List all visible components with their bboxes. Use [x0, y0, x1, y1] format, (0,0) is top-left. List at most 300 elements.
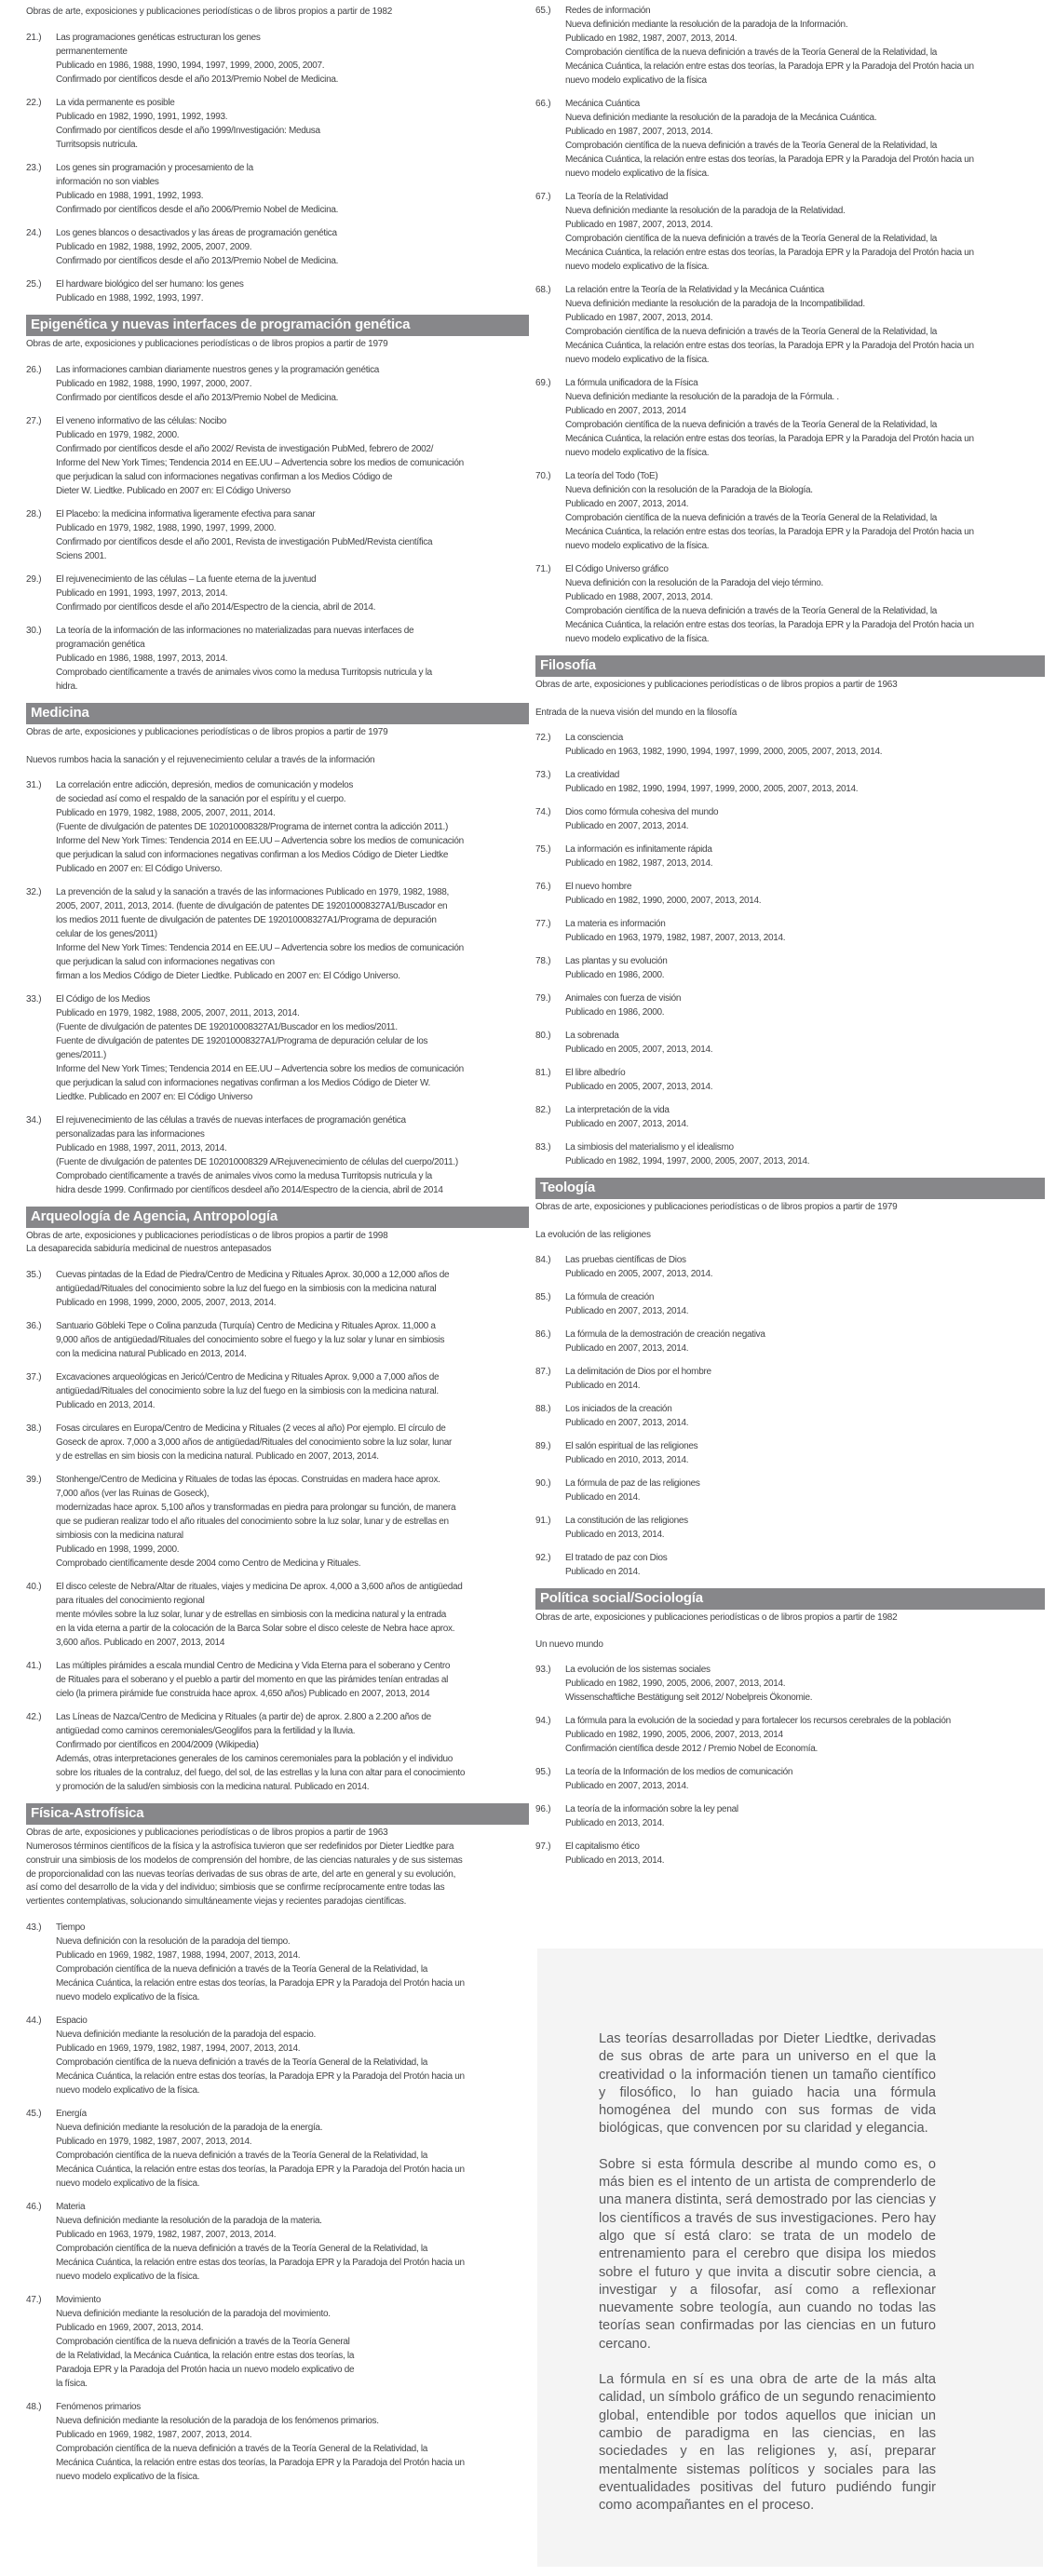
list-item — [535, 1253, 1045, 1281]
list-item-line: El capitalismo ético — [565, 1841, 640, 1853]
list-item-line: Publicado en 1987, 2007, 2013, 2014. — [565, 127, 713, 137]
list-item-line: Los genes sin programación y procesamiento de la — [56, 163, 253, 173]
section-subtitle-line: Obras de arte, exposiciones y publicaciones periodísticas o de libros propios a partir de 1998 — [26, 1230, 388, 1241]
section-gap — [535, 1242, 1045, 1253]
list-item-number: 36.) — [26, 1321, 42, 1332]
list-item-lines — [565, 469, 1045, 553]
list-item — [535, 1714, 1045, 1756]
list-item-line: Comprobación científica de la nueva definición a través de la Teoría General de la Relatividad, la — [565, 420, 938, 430]
list-item-line: Publicado en 2007, 2013, 2014. — [565, 820, 689, 831]
list-item-line: celular de los genes/2011) — [56, 928, 157, 939]
list-item-number: 46.) — [26, 2201, 42, 2212]
list-item-number: 71.) — [535, 564, 551, 574]
list-item-line: Mecánica Cuántica, la relación entre estas dos teorías, la Paradoja EPR y la Paradoja del Protón hacia un — [565, 341, 974, 351]
section-subtitle-line: Obras de arte, exposiciones y publicaciones periodísticas o de libros propios a partir de 1963 — [535, 680, 898, 690]
list-item-number: 65.) — [535, 6, 551, 16]
section-subtitle-line: así como del desarrollo de la vida y del individuo; simbiosis que se confirme recíprocamente entre todas las — [26, 1882, 445, 1894]
list-item-line: que perjudican la salud con informaciones negativas confirman a los Medios Código de Dieter W. — [56, 1077, 431, 1088]
list-item-line: El tratado de paz con Dios — [565, 1552, 668, 1563]
list-item-lines — [565, 283, 1045, 367]
list-item-line: Comprobación científica de la nueva definición a través de la Teoría General de la Relatividad, la — [565, 327, 938, 337]
list-item-line: Publicado en 2005, 2007, 2013, 2014. — [565, 1268, 713, 1279]
list-item-lines — [565, 1103, 1045, 1131]
section-lead-line: Entrada de la nueva visión del mundo en la filosofía — [535, 707, 738, 718]
list-item-number: 66.) — [535, 99, 551, 109]
column-intro-line: Obras de arte, exposiciones y publicaciones periodísticas o de libros propios a partir de 1982 — [26, 7, 393, 17]
list-item — [535, 1663, 1045, 1705]
list-item-line: nuevo modelo explicativo de la física. — [565, 541, 710, 551]
summary-paragraph: Las teorías desarrolladas por Dieter Liedtke, derivadas de sus obras de arte para un universo en el que la creatividad o la información tienen un tamaño científico y filosófico, lo han guiado hacia una fórmula homogénea del mundo con sus formas de vida biológicas, que convencen por su claridad y elegancia. — [599, 2031, 936, 2137]
list-item-line: Publicado en 1987, 2007, 2013, 2014. — [565, 220, 713, 230]
list-item-line: Nueva definición mediante la resolución de la paradoja del espacio. — [56, 2029, 316, 2040]
list-item-line: Publicado en 2014. — [565, 1491, 641, 1503]
list-item-line: La fórmula para la evolución de la sociedad y para fortalecer los recursos cerebrales de la población — [565, 1716, 951, 1727]
list-item-line: nuevo modelo explicativo de la física. — [565, 169, 710, 179]
list-item-lines — [56, 2200, 529, 2284]
list-item — [535, 469, 1045, 553]
list-item-line: Mecánica Cuántica, la relación entre estas dos teorías, la Paradoja EPR y la Paradoja del Protón hacia un — [56, 2164, 465, 2175]
list-item-line: Stonhenge/Centro de Medicina y Rituales de todas las épocas. Construidas en madera hace aprox. — [56, 1475, 440, 1486]
section-header-bar: Epigenética y nuevas interfaces de programación genética — [26, 315, 529, 336]
list-item-number: 72.) — [535, 732, 551, 743]
list-item-line: El rejuvenecimiento de las células a través de nuevas interfaces de programación genética — [56, 1114, 406, 1126]
list-item-line: Publicado en 1963, 1979, 1982, 1987, 2007, 2013, 2014. — [565, 932, 786, 943]
list-item-line: Materia — [56, 2201, 86, 2212]
list-item-lines — [56, 363, 529, 405]
list-item-line: Goseck de aprox. 7,000 a 3,000 años de antigüedad/Rituales del conocimiento sobre la luz solar, lunar — [56, 1437, 452, 1449]
list-item-lines — [565, 1402, 1045, 1430]
list-item-lines — [56, 161, 529, 217]
list-item-line: Informe del New York Times: Tendencia 2014 en EE.UU – Advertencia sobre los medios de comunicación — [56, 942, 464, 953]
section-subtitle-line: Obras de arte, exposiciones y publicaciones periodísticas o de libros propios a partir de 1982 — [535, 1612, 898, 1623]
section-subtitle-line: construir una simbiosis de los modelos de comprensión del hombre, de las ciencias naturales y de sus sistemas — [26, 1854, 463, 1866]
list-item-line: Publicado en 2014. — [565, 1380, 641, 1391]
list-item-lines — [565, 1551, 1045, 1579]
list-item-line: Confirmado por científicos en 2004/2009 (Wikipedia) — [56, 1740, 259, 1751]
list-item-lines — [565, 376, 1045, 460]
list-item-number: 34.) — [26, 1114, 42, 1126]
list-item-number: 70.) — [535, 471, 551, 481]
list-item-line: La fórmula unificadora de la Física — [565, 378, 698, 388]
list-item-line: La creatividad — [565, 769, 620, 780]
list-item-number: 73.) — [535, 769, 551, 780]
list-item-lines — [565, 97, 1045, 181]
list-item-lines — [565, 880, 1045, 908]
list-item-lines — [56, 1921, 529, 2004]
list-item-lines — [56, 2014, 529, 2097]
list-item — [535, 1103, 1045, 1131]
list-item-number: 48.) — [26, 2401, 42, 2412]
list-item — [26, 363, 529, 405]
list-item-number: 22.) — [26, 98, 42, 108]
list-item — [535, 376, 1045, 460]
list-item-line: La interpretación de la vida — [565, 1104, 670, 1115]
list-item-line: 9,000 años de antigüedad/Rituales del conocimiento sobre el fuego y la luz solar y lunar en simbiosis — [56, 1335, 445, 1346]
list-item-line: Confirmado por científicos desde el año 2013/Premio Nobel de Medicina. — [56, 392, 339, 403]
list-item-line: Mecánica Cuántica, la relación entre estas dos teorías, la Paradoja EPR y la Paradoja del Protón hacia un — [565, 155, 974, 165]
list-item-number: 94.) — [535, 1716, 551, 1727]
section-subtitle-line: Obras de arte, exposiciones y publicaciones periodísticas o de libros propios a partir de 1979 — [26, 726, 388, 737]
list-item-line: Publicado en 1979, 1982, 2000. — [56, 429, 180, 440]
list-item-lines — [56, 1319, 529, 1361]
list-item-line: La sobrenada — [565, 1030, 619, 1041]
list-item-line: Dios como fórmula cohesiva del mundo — [565, 806, 719, 817]
section-header-bar: Medicina — [26, 703, 529, 724]
list-item-line: Publicado en 1969, 2007, 2013, 2014. — [56, 2322, 204, 2333]
list-item-line: La fórmula de paz de las religiones — [565, 1477, 700, 1489]
list-item-line: Nueva definición mediante la resolución de la paradoja de la Información. — [565, 20, 848, 30]
list-item-line: Tiempo — [56, 1922, 86, 1933]
list-item-line: La prevención de la salud y la sanación a través de las informaciones Publicado en 1979, 1982, 1988, — [56, 886, 449, 897]
list-item — [26, 778, 529, 876]
list-item-lines — [565, 4, 1045, 88]
list-item-number: 26.) — [26, 364, 42, 375]
list-item-line: Publicado en 1979, 1982, 1988, 2005, 2007, 2011, 2013, 2014. — [56, 1007, 300, 1018]
list-item-line: Las pruebas científicas de Dios — [565, 1254, 686, 1265]
list-item-line: sobre los rituales de la contraluz, del fuego, del sol, de las estrellas y la luna con altar para el conocimiento — [56, 1768, 466, 1779]
list-item-line: la física. — [56, 2378, 88, 2389]
list-item — [535, 1551, 1045, 1579]
list-item-line: Publicado en 2010, 2013, 2014. — [565, 1454, 689, 1465]
list-item-lines — [565, 1140, 1045, 1168]
list-item-line: Sciens 2001. — [56, 550, 107, 561]
list-item-number: 39.) — [26, 1475, 42, 1486]
list-item — [535, 954, 1045, 982]
list-item-line: Comprobación científica de la nueva definición a través de la Teoría General de la Relatividad, la — [56, 1963, 428, 1975]
list-item-line: Publicado en 1979, 1982, 1988, 1990, 1997, 1999, 2000. — [56, 522, 277, 533]
list-item — [26, 226, 529, 268]
list-item-lines — [565, 805, 1045, 833]
list-item-lines — [565, 1290, 1045, 1318]
list-item-lines — [565, 190, 1045, 274]
section-gap — [535, 1652, 1045, 1663]
list-item-line: 2005, 2007, 2011, 2013, 2014. (fuente de divulgación de patentes DE 192010008327A1/Buscador en — [56, 900, 448, 911]
list-item-line: El salón espiritual de las religiones — [565, 1440, 698, 1451]
list-item-lines — [56, 1268, 529, 1310]
list-item-line: Nueva definición mediante la resolución de la paradoja de la Fórmula. . — [565, 392, 839, 402]
list-item — [26, 2107, 529, 2191]
list-item-line: La materia es información — [565, 918, 666, 929]
list-item-lines — [565, 1802, 1045, 1830]
list-item-line: Comprobación científica de la nueva definición a través de la Teoría General de la Relatividad, la — [56, 2243, 428, 2254]
list-item-lines — [56, 885, 529, 983]
section-lead-line: Un nuevo mundo — [535, 1639, 603, 1651]
list-item-lines — [56, 573, 529, 614]
list-item-number: 93.) — [535, 1665, 551, 1676]
list-item-line: La vida permanente es posible — [56, 98, 175, 108]
section-gap — [535, 720, 1045, 731]
list-item-line: La simbiosis del materialismo y el idealismo — [565, 1141, 734, 1153]
list-item-line: Dieter W. Liedtke. Publicado en 2007 en: El Código Universo — [56, 485, 291, 496]
list-item — [26, 573, 529, 614]
list-item-number: 87.) — [535, 1366, 551, 1377]
list-item-lines — [565, 1477, 1045, 1504]
list-item-line: Publicado en 2007, 2013, 2014. — [565, 499, 689, 509]
section-subtitle-line: vertientes contemplativas, solucionando simultáneamente viejas y recientes paradojas científicas. — [26, 1896, 407, 1908]
list-item-line: Publicado en 1969, 1982, 1987, 2007, 2013, 2014. — [56, 2429, 252, 2440]
list-item-line: nuevo modelo explicativo de la física. — [565, 634, 710, 644]
list-item-line: Comprobación científica de la nueva definición a través de la Teoría General de la Relatividad, la — [56, 2150, 428, 2161]
list-item-line: nuevo modelo explicativo de la física. — [56, 2471, 200, 2482]
list-item-lines — [565, 1253, 1045, 1281]
list-item — [26, 161, 529, 217]
left-column — [26, 0, 529, 2493]
list-item-line: Nueva definición con la resolución de la Paradoja del viejo término. — [565, 578, 823, 588]
list-item-lines — [565, 1840, 1045, 1868]
list-item-lines — [56, 1710, 529, 1794]
list-item-line: Publicado en 1998, 1999, 2000, 2005, 2007, 2013, 2014. — [56, 1298, 277, 1309]
list-item-line: Publicado en 1982, 1990, 2005, 2006, 2007, 2013, 2014 — [565, 1730, 783, 1741]
list-item-line: Los genes blancos o desactivados y las áreas de programación genética — [56, 228, 337, 238]
list-item-lines — [565, 991, 1045, 1019]
list-item-line: Publicado en 1982, 1994, 1997, 2000, 2005, 2007, 2013, 2014. — [565, 1155, 810, 1167]
list-item-lines — [565, 562, 1045, 646]
right-column — [535, 0, 1045, 1877]
list-item-line: Publicado en 1991, 1993, 1997, 2013, 2014. — [56, 587, 228, 599]
list-item-line: Publicado en 1986, 1988, 1997, 2013, 2014. — [56, 653, 228, 664]
list-item-line: que perjudican la salud con informaciones negativas confirman a los Medios Código de — [56, 471, 393, 482]
list-item-line: 3,600 años. Publicado en 2007, 2013, 2014 — [56, 1638, 225, 1649]
list-item-line: que perjudican la salud con informaciones negativas confirman a los Medios Código de Dieter Liedtke — [56, 849, 449, 860]
list-item — [26, 624, 529, 694]
list-item — [535, 843, 1045, 870]
list-item-number: 84.) — [535, 1254, 551, 1265]
list-item-number: 45.) — [26, 2108, 42, 2119]
list-item-lines — [56, 277, 529, 305]
list-item — [535, 1066, 1045, 1094]
list-item-line: Mecánica Cuántica, la relación entre estas dos teorías, la Paradoja EPR y la Paradoja del Protón hacia un — [565, 527, 974, 537]
list-item-line: Mecánica Cuántica, la relación entre estas dos teorías, la Paradoja EPR y la Paradoja del Protón hacia un — [56, 2070, 465, 2082]
list-item-number: 75.) — [535, 843, 551, 855]
list-item-line: Confirmado por científicos desde el año 2014/Espectro de la ciencia, abril de 2014. — [56, 601, 376, 613]
section-gap — [26, 352, 529, 363]
list-item-line: Publicado en 2007, 2013, 2014. — [565, 1305, 689, 1316]
list-item-line: Paradoja EPR y la Paradoja del Protón hacia un nuevo modelo explicativo de — [56, 2364, 355, 2375]
list-item-line: Redes de información — [565, 6, 651, 16]
section-header-bar: Política social/Sociología — [535, 1588, 1045, 1610]
list-item-line: Mecánica Cuántica, la relación entre estas dos teorías, la Paradoja EPR y la Paradoja del Protón hacia un — [56, 1977, 465, 1989]
list-item — [535, 97, 1045, 181]
list-item-lines — [565, 1714, 1045, 1756]
list-item — [26, 1473, 529, 1571]
list-item-line: Comprobación científica de la nueva definición a través de la Teoría General — [56, 2336, 350, 2347]
list-item-line: El disco celeste de Nebra/Altar de rituales, viajes y medicina De aprox. 4,000 a 3,600 años de antigüedad — [56, 1582, 463, 1593]
list-item-line: antigüedad/Rituales del conocimiento sobre la luz del fuego en la simbiosis con la medicina natural — [56, 1284, 437, 1295]
list-item-line: Publicado en 2013, 2014. — [565, 1818, 665, 1829]
list-item-line: Mecánica Cuántica, la relación entre estas dos teorías, la Paradoja EPR y la Paradoja del Protón hacia un — [565, 248, 974, 258]
list-item-lines — [565, 1328, 1045, 1355]
list-item-line: Comprobación científica de la nueva definición a través de la Teoría General de la Relatividad, la — [56, 2443, 428, 2454]
list-item-number: 37.) — [26, 1372, 42, 1383]
list-item-number: 28.) — [26, 508, 42, 519]
list-item — [535, 1514, 1045, 1542]
list-item-number: 74.) — [535, 806, 551, 817]
list-item-lines — [56, 624, 529, 694]
list-item-lines — [56, 1659, 529, 1701]
list-item-lines — [565, 768, 1045, 796]
list-item-number: 91.) — [535, 1515, 551, 1526]
list-item-line: Publicado en 1982, 1990, 1991, 1992, 1993. — [56, 112, 228, 122]
list-item-line: El veneno informativo de las células: Nocibo — [56, 415, 227, 426]
list-item-line: personalizadas para las informaciones — [56, 1128, 205, 1140]
list-item-lines — [565, 1663, 1045, 1705]
list-item-lines — [565, 843, 1045, 870]
list-item-lines — [56, 2107, 529, 2191]
list-item-line: hidra. — [56, 681, 78, 692]
list-item — [26, 1113, 529, 1197]
list-item-line: La delimitación de Dios por el hombre — [565, 1366, 711, 1377]
list-item-number: 42.) — [26, 1712, 42, 1723]
section-subtitle-line: La desaparecida sabiduría medicinal de nuestros antepasados — [26, 1244, 272, 1255]
list-item-lines — [565, 917, 1045, 945]
list-item-line: Las informaciones cambian diariamente nuestros genes y la programación genética — [56, 364, 380, 375]
summary-paragraph: La fórmula en sí es una obra de arte de la más alta calidad, un símbolo gráfico de un segundo renacimiento global, entendible por todos aquellos que inician un cambio de paradigma en las ciencias, en las sociedades y en las religiones y, así, preparar mentalmente sistemas políticos y sociales para las eventualidades positivas del futuro pudiéndo fungir como acompañantes en el proceso. — [599, 2372, 936, 2514]
list-item-line: Confirmado por científicos desde el año 2006/Premio Nobel de Medicina. — [56, 205, 339, 215]
list-item-line: mente móviles sobre la luz solar, lunar y de estrellas en simbiosis con la medicina natural y la entrada — [56, 1610, 447, 1621]
list-item-lines — [56, 1580, 529, 1650]
list-item-line: Publicado en 1979, 1982, 1988, 2005, 2007, 2011, 2014. — [56, 807, 276, 818]
list-item-number: 38.) — [26, 1423, 42, 1435]
list-item-number: 90.) — [535, 1477, 551, 1489]
list-item-line: Publicado en 2007, 2013, 2014. — [565, 1417, 689, 1428]
list-item-number: 82.) — [535, 1104, 551, 1115]
section-header-bar: Arqueología de Agencia, Antropología — [26, 1207, 529, 1228]
list-item-line: Santuario Göbleki Tepe o Colina panzuda (Turquía) Centro de Medicina y Rituales Aprox. 11,000 a — [56, 1321, 436, 1332]
list-item-line: programación genética — [56, 639, 145, 650]
list-item-line: Wissenschaftliche Bestätigung seit 2012/ Nobelpreis Ökonomie. — [565, 1693, 813, 1704]
list-item-line: Comprobación científica de la nueva definición a través de la Teoría General de la Relatividad, la — [565, 606, 938, 616]
list-item-number: 78.) — [535, 955, 551, 966]
list-item — [26, 31, 529, 87]
list-item-line: Publicado en 1988, 2007, 2013, 2014. — [565, 592, 713, 602]
list-item — [535, 917, 1045, 945]
list-item — [535, 1765, 1045, 1793]
list-item-line: Publicado en 1988, 1991, 1992, 1993. — [56, 191, 204, 201]
list-item-number: 47.) — [26, 2294, 42, 2305]
list-item-line: (Fuente de divulgación de patentes DE 192010008327A1/Buscador en los medios/2011. — [56, 1021, 398, 1032]
summary-box — [537, 1949, 1043, 2567]
list-item — [535, 805, 1045, 833]
list-item-line: Publicado en 2007, 2013, 2014. — [565, 1781, 689, 1792]
list-item-number: 68.) — [535, 285, 551, 295]
list-item — [535, 283, 1045, 367]
list-item-lines — [56, 2400, 529, 2484]
list-item-lines — [565, 1066, 1045, 1094]
list-item-line: El nuevo hombre — [565, 881, 632, 892]
list-item-lines — [565, 1439, 1045, 1467]
list-item-lines — [56, 96, 529, 152]
list-item — [26, 2293, 529, 2391]
list-item-lines — [56, 1473, 529, 1571]
list-item-line: para rituales del conocimiento regional — [56, 1596, 205, 1607]
list-item-lines — [565, 954, 1045, 982]
list-item-line: Comprobado científicamente a través de animales vivos como la medusa Turritopsis nutricula y la — [56, 1170, 432, 1181]
list-item-number: 96.) — [535, 1804, 551, 1815]
list-item-line: Las programaciones genéticas estructuran los genes — [56, 33, 261, 43]
list-item-number: 23.) — [26, 163, 42, 173]
list-item-lines — [565, 1765, 1045, 1793]
list-item-line: en la vida eterna a partir de la colocación de la Barca Solar sobre el disco celeste de Nebra hace aprox. — [56, 1624, 455, 1635]
list-item — [535, 1477, 1045, 1504]
list-item-number: 80.) — [535, 1030, 551, 1041]
list-item-line: Animales con fuerza de visión — [565, 992, 682, 1004]
list-item-line: con la medicina natural Publicado en 2013, 2014. — [56, 1349, 247, 1360]
section-header-bar: Teología — [535, 1178, 1045, 1199]
section-gap — [26, 1257, 529, 1268]
list-item-line: nuevo modelo explicativo de la física. — [565, 262, 710, 272]
list-item-line: Cuevas pintadas de la Edad de Piedra/Centro de Medicina y Rituales Aprox. 30,000 a 12,000 años de — [56, 1270, 450, 1281]
list-item-line: nuevo modelo explicativo de la física. — [56, 2271, 200, 2282]
list-item-line: La consciencia — [565, 732, 623, 743]
list-item-line: Las Líneas de Nazca/Centro de Medicina y Rituales (a partir de) de aprox. 2.800 a 2.200 años de — [56, 1712, 431, 1723]
list-item-line: (Fuente de divulgación de patentes DE 102010008329 A/Rejuvenecimiento de células del cuerpo/2011.) — [56, 1156, 458, 1167]
list-item-line: Confirmado por científicos desde el año 2013/Premio Nobel de Medicina. — [56, 256, 339, 266]
list-item-line: Publicado en 1982, 1987, 2013, 2014. — [565, 857, 713, 869]
list-item — [26, 1921, 529, 2004]
list-item — [535, 880, 1045, 908]
list-item-line: El Código de los Medios — [56, 993, 150, 1005]
list-item-line: La teoría de la información de las informaciones no materializadas para nuevas interfaces de — [56, 625, 414, 636]
list-item-line: Publicado en 2005, 2007, 2013, 2014. — [565, 1044, 713, 1055]
list-item-line: Publicado en 1988, 1992, 1993, 1997. — [56, 293, 204, 303]
list-item-number: 83.) — [535, 1141, 551, 1153]
list-item-number: 31.) — [26, 779, 42, 790]
list-item-line: nuevo modelo explicativo de la física. — [56, 2178, 200, 2189]
list-item-line: La relación entre la Teoría de la Relatividad y la Mecánica Cuántica — [565, 285, 824, 295]
list-item — [535, 190, 1045, 274]
list-item-line: nuevo modelo explicativo de la física — [565, 75, 707, 86]
list-item-number: 30.) — [26, 625, 42, 636]
list-item-line: Comprobación científica de la nueva definición a través de la Teoría General de la Relatividad, la — [565, 513, 938, 523]
list-item-number: 77.) — [535, 918, 551, 929]
list-item-line: Mecánica Cuántica, la relación entre estas dos teorías, la Paradoja EPR y la Paradoja del Protón hacia un — [565, 61, 974, 72]
list-item — [535, 1402, 1045, 1430]
list-item-number: 32.) — [26, 886, 42, 897]
list-item-line: genes/2011.) — [56, 1049, 107, 1060]
list-item-number: 35.) — [26, 1270, 42, 1281]
list-item-number: 79.) — [535, 992, 551, 1004]
list-item — [535, 562, 1045, 646]
list-item-number: 41.) — [26, 1661, 42, 1672]
list-item-line: Comprobación científica de la nueva definición a través de la Teoría General de la Relatividad, la — [565, 47, 938, 58]
list-item-line: La Teoría de la Relatividad — [565, 192, 669, 202]
list-item-line: La constitución de las religiones — [565, 1515, 688, 1526]
list-item-line: Confirmado por científicos desde el año 2013/Premio Nobel de Medicina. — [56, 74, 339, 85]
list-item-line: nuevo modelo explicativo de la física. — [56, 2084, 200, 2096]
list-item-number: 81.) — [535, 1067, 551, 1078]
list-item — [26, 2200, 529, 2284]
list-item-line: Publicado en 1982, 1988, 1992, 2005, 2007, 2009. — [56, 242, 252, 252]
list-item — [535, 1802, 1045, 1830]
section-subtitle-line: de proporcionalidad con las nuevas teorías derivadas de sus obras de arte, del arte en general y su evolución, — [26, 1868, 456, 1880]
list-item-line: antigüedad/Rituales del conocimiento sobre la luz del fuego en la simbiosis con la medicina natural. — [56, 1386, 439, 1397]
list-item-line: La fórmula de creación — [565, 1291, 655, 1302]
list-item-line: Publicado en 1986, 2000. — [565, 969, 665, 980]
list-item-line: nuevo modelo explicativo de la física. — [565, 448, 710, 458]
list-item-line: Publicado en 2005, 2007, 2013, 2014. — [565, 1081, 713, 1092]
list-item-number: 76.) — [535, 881, 551, 892]
list-item-lines — [565, 1514, 1045, 1542]
list-item — [26, 1319, 529, 1361]
list-item-line: Nueva definición con la resolución de la paradoja del tiempo. — [56, 1935, 291, 1947]
list-item-line: Turritsopsis nutricula. — [56, 140, 138, 150]
list-item-line: firman a los Medios Código de Dieter Liedtke. Publicado en 2007 en: El Código Universo. — [56, 970, 400, 981]
list-item — [26, 2014, 529, 2097]
list-item-lines — [56, 31, 529, 87]
list-item-line: y promoción de la salud/en simbiosis con la medicina natural. Publicado en 2014. — [56, 1782, 370, 1793]
list-item-line: que se pudieran realizar todo el año rituales del conocimiento sobre la luz solar, lunar y de estrellas en — [56, 1517, 449, 1528]
list-item-line: y de estrellas en sim biosis con la medicina natural. Publicado en 2007, 2013, 2014. — [56, 1451, 379, 1463]
